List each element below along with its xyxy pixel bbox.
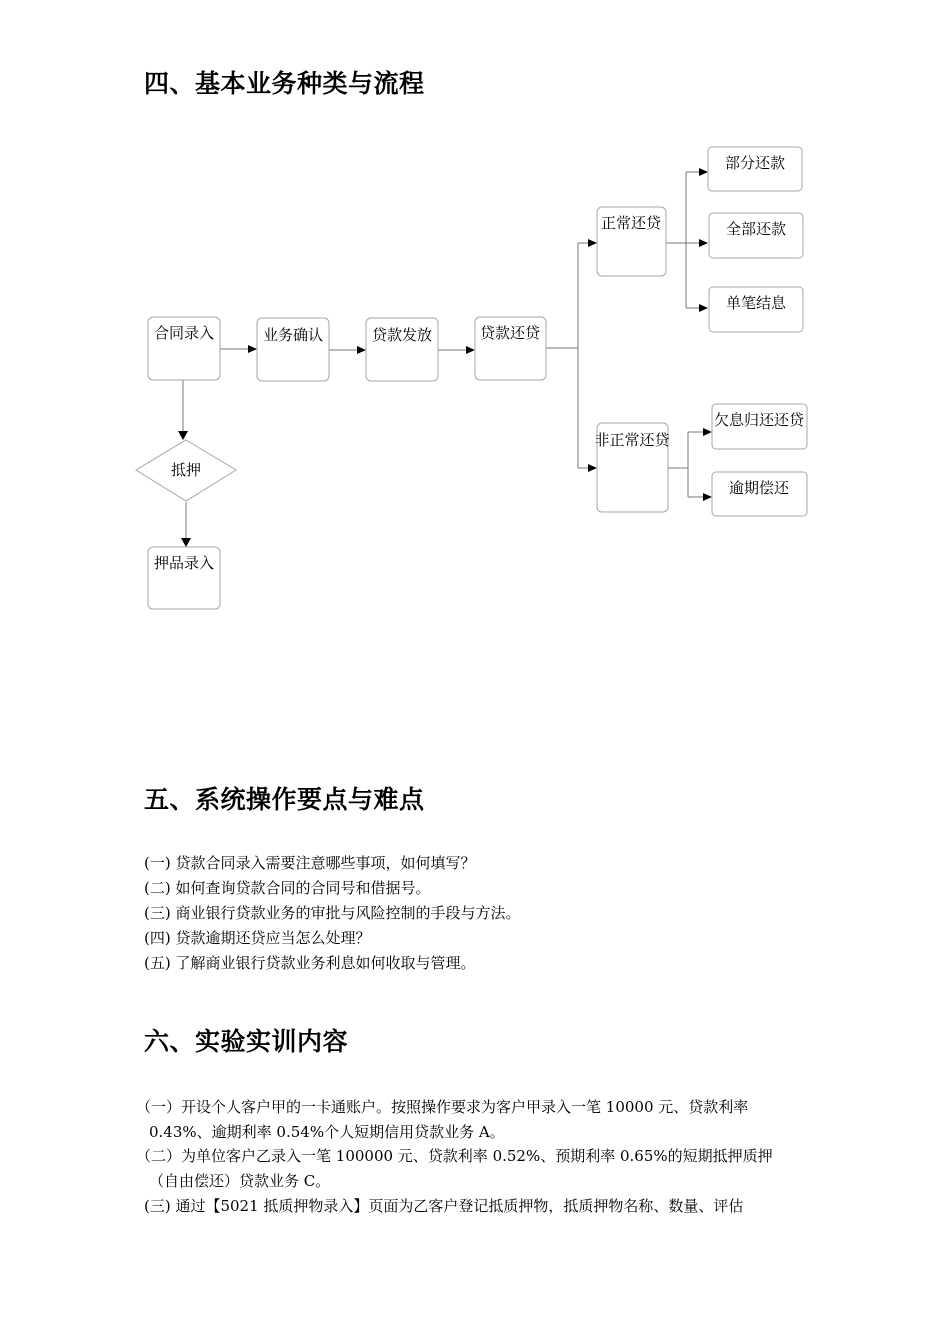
business-flow-diagram <box>0 0 950 640</box>
task-item-3-line-1: (三) 通过【5021 抵质押物录入】页面为乙客户登记抵质押物，抵质押物名称、数量、评估 <box>144 1197 744 1215</box>
section-5-title: 五、系统操作要点与难点 <box>144 785 425 814</box>
node-mortgage <box>136 440 236 501</box>
svg-text:正常还贷: 正常还贷 <box>600 214 662 232</box>
node-contract-entry <box>148 317 220 380</box>
task-item-1-line-1: （一）开设个人客户甲的一卡通账户。按照操作要求为客户甲录入一笔 10000 元、贷款利率 <box>136 1098 749 1116</box>
task-item-2-line-2: （自由偿还）贷款业务 C。 <box>149 1172 331 1190</box>
section-4-title: 四、基本业务种类与流程 <box>144 69 425 98</box>
node-collateral-entry <box>148 547 220 609</box>
svg-text:部分还款: 部分还款 <box>724 154 786 172</box>
node-business-confirm <box>257 318 329 381</box>
node-loan-disburse <box>366 318 438 381</box>
svg-text:欠息归还还贷: 欠息归还还贷 <box>713 411 805 429</box>
task-item-1-line-2: 0.43%、逾期利率 0.54%个人短期信用贷款业务 A。 <box>149 1123 505 1141</box>
svg-text:单笔结息: 单笔结息 <box>725 294 787 312</box>
node-loan-repay <box>475 317 546 380</box>
list-item: (四) 贷款逾期还贷应当怎么处理？ <box>144 929 371 947</box>
svg-text:押品录入: 押品录入 <box>153 554 215 572</box>
svg-text:贷款还贷: 贷款还贷 <box>479 324 541 342</box>
section-6-title: 六、实验实训内容 <box>144 1027 349 1056</box>
svg-text:抵押: 抵押 <box>170 461 202 479</box>
node-single-settle <box>709 287 803 332</box>
list-item: (一) 贷款合同录入需要注意哪些事项，如何填写？ <box>144 854 476 872</box>
node-overdue-repay <box>712 472 807 516</box>
task-item-2-line-1: （二）为单位客户乙录入一笔 100000 元、贷款利率 0.52%、预期利率 0.65%的短期抵押质押 <box>136 1147 773 1165</box>
svg-text:逾期偿还: 逾期偿还 <box>728 479 790 497</box>
svg-text:业务确认: 业务确认 <box>262 326 324 344</box>
node-full-repay <box>709 213 803 258</box>
list-item: (五) 了解商业银行贷款业务利息如何收取与管理。 <box>144 954 476 972</box>
list-item: (二) 如何查询贷款合同的合同号和借据号。 <box>144 879 431 897</box>
node-normal-repay <box>597 207 666 276</box>
svg-text:全部还款: 全部还款 <box>725 220 787 238</box>
list-item: (三) 商业银行贷款业务的审批与风险控制的手段与方法。 <box>144 904 521 922</box>
svg-text:贷款发放: 贷款发放 <box>371 326 433 344</box>
svg-text:合同录入: 合同录入 <box>153 324 215 342</box>
svg-text:非正常还贷: 非正常还贷 <box>594 431 670 449</box>
node-abnormal-repay <box>594 423 670 512</box>
node-partial-repay <box>708 147 802 191</box>
node-arrears-interest-repay <box>712 404 807 449</box>
